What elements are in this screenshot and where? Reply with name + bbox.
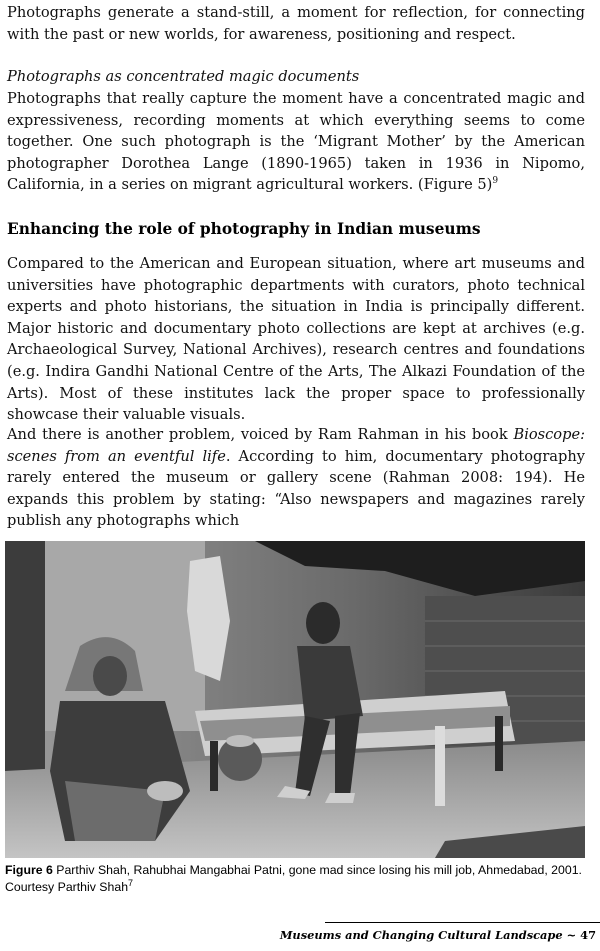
figure-label: Figure 6 — [5, 863, 53, 877]
para2-start: And there is another problem, voiced by Ram Rahman in his book — [7, 426, 514, 443]
page-number: 47 — [580, 928, 596, 942]
section-paragraph-2 — [7, 424, 585, 532]
running-title: Museums and Changing Cultural Landscape — [279, 928, 563, 942]
footnote-ref-9: 9 — [492, 176, 499, 187]
caption-text: Parthiv Shah, Rahubhai Mangabhai Patni, gone mad since losing his mill job, Ahmedabad, 2001. Courtesy Parthiv Shah — [5, 863, 582, 894]
figure-caption — [5, 862, 590, 896]
footer-rule — [325, 922, 600, 923]
subheading-magic-documents: Photographs as concentrated magic documents — [7, 68, 360, 85]
intro-paragraph: Photographs generate a stand-still, a moment for reflection, for connecting with the past or new worlds, for awareness, positioning and respect. — [7, 4, 585, 43]
magic-documents-text: Photographs that really capture the moment have a concentrated magic and expressiveness, recording moments at which everything seems to come together. One such photograph is the ‘Migrant Mother’ by the American photographer Dorothea Lange (1890-1965) taken in 1936 in Nipomo, California, in a series on migrant agricultural workers. (Figure 5) — [7, 90, 585, 194]
footnote-ref-7: 7 — [128, 877, 134, 888]
section-paragraph-1: Compared to the American and European situation, where art museums and universities have photographic departments with curators, photo technical experts and photo historians, the situation in India is principally different. Major historic and documentary photo collections are kept at archives (e.g. Archaeological Survey, National Archives), research centres and foundations (e.g. Indira Gandhi National Centre of the Arts, The Alkazi Foundation of the Arts). Most of these institutes lack the proper space to professionally showcase their valuable visuals. — [7, 255, 585, 424]
magic-documents-paragraph — [7, 88, 585, 196]
para2-end: . According to him, documentary photography rarely entered the museum or gallery scene (Rahman 2008: 194). He expands this problem by stating: “Also newspapers and magazines rarely publish any photographs which — [7, 447, 585, 530]
section-heading: Enhancing the role of photography in Indian museums — [7, 220, 481, 238]
book-title: Bioscope: scenes from an eventful life — [7, 426, 585, 465]
footer-separator: ~ — [562, 928, 581, 942]
running-footer — [280, 927, 596, 943]
figure-6-photograph — [5, 541, 585, 858]
